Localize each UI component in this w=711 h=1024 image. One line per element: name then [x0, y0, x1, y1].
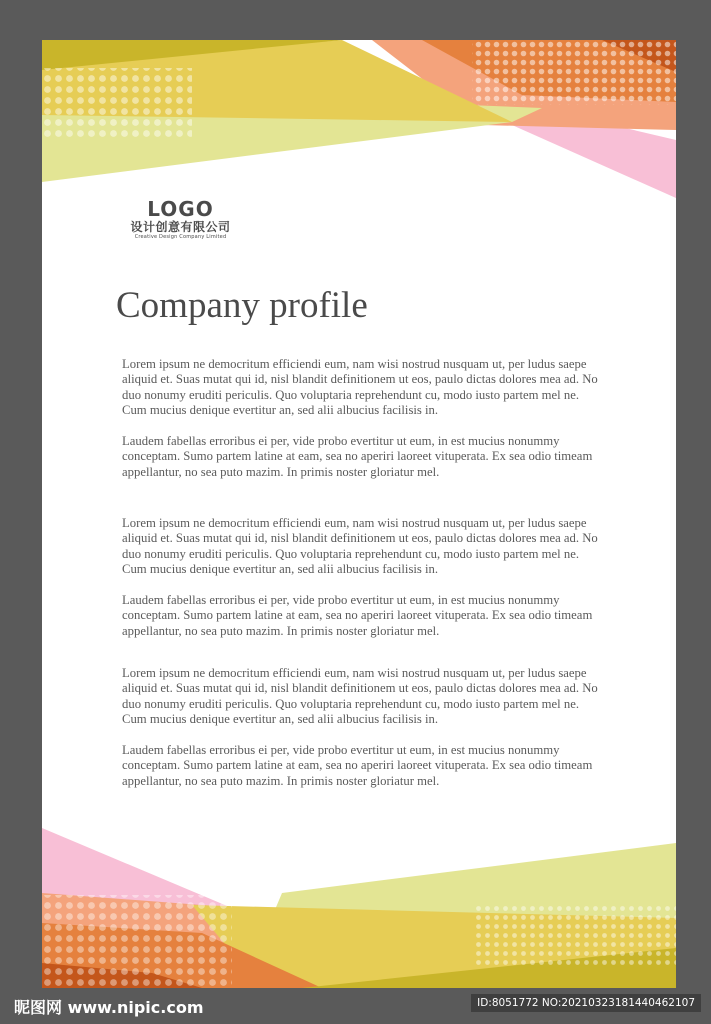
dot-pattern-right	[472, 40, 676, 105]
bottom-decoration	[42, 823, 676, 988]
company-logo	[118, 198, 243, 241]
dot-pattern-left	[42, 68, 192, 138]
paragraph: Lorem ipsum ne democritum efficiendi eum, nam wisi nostrud nusquam ut, per ludus saepe aliquid et. Suas mutat qui id, nisl blandit definitionem ut eos, paulo dictas dolores mea ad. No duo nonumy eruditi periculis. Quo voluptaria reprehendunt cu, modo iusto partem mel ne. Cum mucius denique evertitur an, sed alii albucius facilisis in.	[122, 357, 598, 417]
paragraph: Laudem fabellas erroribus ei per, vide probo evertitur ut eum, in est mucius nonummy conceptam. Sumo partem latine at eam, sea no aperiri laoreet vituperata. Ex sea odio timeam appellantur, no sea puto mazim. In primis noster gloriatur mel.	[122, 743, 593, 788]
site-watermark: 昵图网 www.nipic.com	[14, 998, 204, 1017]
paragraph: Laudem fabellas erroribus ei per, vide probo evertitur ut eum, in est mucius nonummy conceptam. Sumo partem latine at eam, sea no aperiri laoreet vituperata. Ex sea odio timeam appellantur, no sea puto mazim. In primis noster gloriatur mel.	[122, 593, 593, 638]
paragraph: Lorem ipsum ne democritum efficiendi eum, nam wisi nostrud nusquam ut, per ludus saepe aliquid et. Suas mutat qui id, nisl blandit definitionem ut eos, paulo dictas dolores mea ad. No duo nonumy eruditi periculis. Quo voluptaria reprehendunt cu, modo iusto partem mel ne. Cum mucius denique evertitur an, sed alii albucius facilisis in.	[122, 666, 598, 726]
logo-chinese-name: 设计创意有限公司	[130, 220, 231, 234]
id-watermark: ID:8051772 NO:20210323181440462107	[471, 994, 701, 1012]
logo-mark: LOGO	[147, 197, 214, 221]
letterhead-page	[42, 40, 676, 988]
text-section	[122, 666, 602, 789]
page-title: Company profile	[116, 285, 368, 326]
paragraph: Laudem fabellas erroribus ei per, vide probo evertitur ut eum, in est mucius nonummy conceptam. Sumo partem latine at eam, sea no aperiri laoreet vituperata. Ex sea odio timeam appellantur, no sea puto mazim. In primis noster gloriatur mel.	[122, 434, 593, 479]
text-section	[122, 357, 602, 480]
text-section	[122, 516, 602, 639]
dot-pattern-left	[42, 895, 232, 988]
dot-pattern-right	[472, 903, 676, 968]
logo-english-name: Creative Design Company Limited	[134, 234, 227, 240]
paragraph: Lorem ipsum ne democritum efficiendi eum, nam wisi nostrud nusquam ut, per ludus saepe aliquid et. Suas mutat qui id, nisl blandit definitionem ut eos, paulo dictas dolores mea ad. No duo nonumy eruditi periculis. Quo voluptaria reprehendunt cu, modo iusto partem mel ne. Cum mucius denique evertitur an, sed alii albucius facilisis in.	[122, 516, 598, 576]
